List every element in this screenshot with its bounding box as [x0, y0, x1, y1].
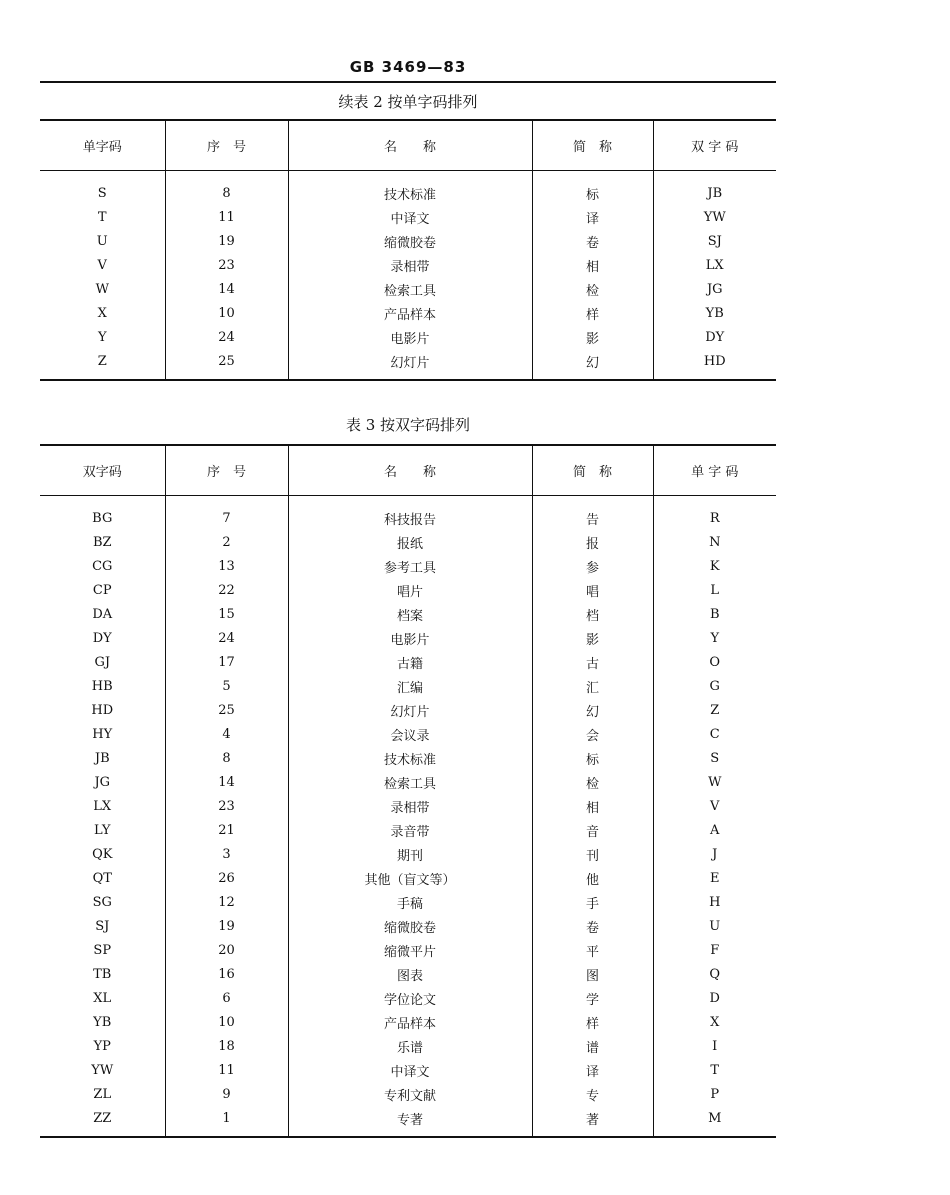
table-row — [40, 842, 776, 866]
table-row — [40, 578, 776, 602]
code-cell: X — [97, 305, 107, 321]
name-cell: 幻灯片 — [288, 349, 532, 379]
serial-cell: 8 — [165, 171, 288, 206]
table-row — [40, 205, 776, 229]
abbr-cell: 刊 — [532, 842, 653, 866]
code-cell-alt: N — [653, 530, 776, 554]
table-row — [40, 914, 776, 938]
code-cell-alt: X — [653, 1010, 776, 1034]
abbr-cell: 相 — [532, 794, 653, 818]
header-name: 名 称 — [288, 120, 532, 171]
code-cell: T — [97, 209, 107, 225]
top-rule — [40, 81, 776, 83]
code-cell: LX — [93, 798, 112, 814]
table-row — [40, 253, 776, 277]
table-row — [40, 171, 776, 206]
code-cell-alt: Z — [653, 698, 776, 722]
table-row — [40, 722, 776, 746]
serial-cell: 11 — [165, 1058, 288, 1082]
abbr-cell: 译 — [532, 205, 653, 229]
abbr-cell: 告 — [532, 496, 653, 531]
code-cell-alt: L — [653, 578, 776, 602]
code-cell-alt: S — [653, 746, 776, 770]
name-cell: 录相带 — [288, 253, 532, 277]
serial-cell: 19 — [165, 914, 288, 938]
serial-cell: 22 — [165, 578, 288, 602]
code-cell: V — [97, 257, 107, 273]
code-cell-alt: P — [653, 1082, 776, 1106]
serial-cell: 8 — [165, 746, 288, 770]
table-row — [40, 1058, 776, 1082]
abbr-cell: 标 — [532, 171, 653, 206]
code-cell-alt: K — [653, 554, 776, 578]
table-row — [40, 602, 776, 626]
code-cell-alt: G — [653, 674, 776, 698]
serial-cell: 18 — [165, 1034, 288, 1058]
table-2-body — [40, 171, 776, 380]
abbr-cell: 卷 — [532, 914, 653, 938]
code-cell-alt: H — [653, 890, 776, 914]
table-row — [40, 277, 776, 301]
name-cell: 图表 — [288, 962, 532, 986]
header-double-code: 双 字 码 — [653, 120, 776, 171]
name-cell: 缩微胶卷 — [288, 229, 532, 253]
code-cell-alt: JG — [653, 277, 776, 301]
code-cell: QK — [92, 846, 113, 862]
abbr-cell: 检 — [532, 277, 653, 301]
name-cell: 产品样本 — [288, 1010, 532, 1034]
table-row — [40, 938, 776, 962]
table-row — [40, 496, 776, 531]
code-cell-alt: Y — [653, 626, 776, 650]
code-cell-alt: C — [653, 722, 776, 746]
serial-cell: 1 — [165, 1106, 288, 1136]
serial-cell: 23 — [165, 253, 288, 277]
code-cell-alt: SJ — [653, 229, 776, 253]
table-2-header-row — [40, 120, 776, 171]
name-cell: 中译文 — [288, 205, 532, 229]
code-cell: SJ — [95, 918, 110, 934]
code-cell: BG — [92, 510, 113, 526]
header-single-code: 单字码 — [40, 120, 165, 171]
serial-cell: 3 — [165, 842, 288, 866]
serial-cell: 15 — [165, 602, 288, 626]
abbr-cell: 样 — [532, 301, 653, 325]
abbr-cell: 学 — [532, 986, 653, 1010]
serial-cell: 10 — [165, 1010, 288, 1034]
code-cell: CG — [92, 558, 113, 574]
table-row — [40, 229, 776, 253]
code-cell-alt: Q — [653, 962, 776, 986]
abbr-cell: 译 — [532, 1058, 653, 1082]
serial-cell: 23 — [165, 794, 288, 818]
abbr-cell: 他 — [532, 866, 653, 890]
code-cell-alt: U — [653, 914, 776, 938]
serial-cell: 24 — [165, 325, 288, 349]
serial-cell: 5 — [165, 674, 288, 698]
code-cell-alt: YB — [653, 301, 776, 325]
table-3-caption: 表 3 按双字码排列 — [345, 416, 471, 434]
table-row — [40, 650, 776, 674]
abbr-cell: 卷 — [532, 229, 653, 253]
name-cell: 期刊 — [288, 842, 532, 866]
abbr-cell: 影 — [532, 325, 653, 349]
table-3-bottom-rule — [40, 1136, 776, 1138]
serial-cell: 21 — [165, 818, 288, 842]
abbr-cell: 档 — [532, 602, 653, 626]
code-cell: HB — [91, 678, 113, 694]
code-cell: W — [95, 281, 109, 297]
table-2-bottom-rule — [40, 379, 776, 381]
table-row — [40, 746, 776, 770]
code-cell: QT — [92, 870, 112, 886]
code-cell-alt: R — [653, 496, 776, 531]
name-cell: 检索工具 — [288, 277, 532, 301]
serial-cell: 17 — [165, 650, 288, 674]
name-cell: 古籍 — [288, 650, 532, 674]
serial-cell: 13 — [165, 554, 288, 578]
abbr-cell: 参 — [532, 554, 653, 578]
abbr-cell: 古 — [532, 650, 653, 674]
table-row — [40, 530, 776, 554]
serial-cell: 4 — [165, 722, 288, 746]
table-row — [40, 1034, 776, 1058]
table-3-body — [40, 496, 776, 1137]
name-cell: 其他（盲文等） — [288, 866, 532, 890]
abbr-cell: 会 — [532, 722, 653, 746]
page-header: GB 3469—83 — [349, 58, 467, 76]
code-cell-alt: E — [653, 866, 776, 890]
abbr-cell: 汇 — [532, 674, 653, 698]
header-double-code: 双字码 — [40, 445, 165, 496]
serial-cell: 12 — [165, 890, 288, 914]
code-cell: YB — [93, 1014, 112, 1030]
serial-cell: 16 — [165, 962, 288, 986]
code-cell: LY — [94, 822, 111, 838]
header-abbreviation: 简 称 — [532, 120, 653, 171]
serial-cell: 2 — [165, 530, 288, 554]
name-cell: 档案 — [288, 602, 532, 626]
code-cell: SP — [93, 942, 112, 958]
abbr-cell: 检 — [532, 770, 653, 794]
abbr-cell: 唱 — [532, 578, 653, 602]
header-serial-number: 序 号 — [165, 445, 288, 496]
table-row — [40, 301, 776, 325]
code-cell: DY — [92, 630, 112, 646]
abbr-cell: 幻 — [532, 698, 653, 722]
code-cell-alt: V — [653, 794, 776, 818]
table-3-section — [40, 414, 776, 1138]
name-cell: 专著 — [288, 1106, 532, 1136]
table-row — [40, 674, 776, 698]
table-2-caption: 续表 2 按单字码排列 — [338, 93, 478, 111]
name-cell: 产品样本 — [288, 301, 532, 325]
name-cell: 中译文 — [288, 1058, 532, 1082]
abbr-cell: 平 — [532, 938, 653, 962]
header-serial-number: 序 号 — [165, 120, 288, 171]
code-cell: HD — [91, 702, 114, 718]
serial-cell: 25 — [165, 698, 288, 722]
code-cell-alt: T — [653, 1058, 776, 1082]
name-cell: 科技报告 — [288, 496, 532, 531]
table-row — [40, 986, 776, 1010]
serial-cell: 14 — [165, 770, 288, 794]
code-cell: HY — [92, 726, 113, 742]
serial-cell: 7 — [165, 496, 288, 531]
code-cell: SG — [92, 894, 112, 910]
abbr-cell: 幻 — [532, 349, 653, 379]
code-cell: YW — [91, 1062, 114, 1078]
name-cell: 技术标准 — [288, 171, 532, 206]
name-cell: 缩微平片 — [288, 938, 532, 962]
table-row — [40, 1106, 776, 1136]
code-cell: BZ — [92, 534, 112, 550]
name-cell: 专利文献 — [288, 1082, 532, 1106]
name-cell: 报纸 — [288, 530, 532, 554]
code-cell: U — [96, 233, 108, 249]
name-cell: 乐谱 — [288, 1034, 532, 1058]
code-cell-alt: F — [653, 938, 776, 962]
table-row — [40, 818, 776, 842]
code-cell-alt: I — [653, 1034, 776, 1058]
serial-cell: 25 — [165, 349, 288, 379]
serial-cell: 26 — [165, 866, 288, 890]
code-cell: YP — [93, 1038, 111, 1054]
serial-cell: 19 — [165, 229, 288, 253]
code-cell-alt: D — [653, 986, 776, 1010]
code-cell-alt: J — [653, 842, 776, 866]
code-cell-alt: O — [653, 650, 776, 674]
abbr-cell: 标 — [532, 746, 653, 770]
table-row — [40, 349, 776, 379]
code-cell: S — [97, 185, 107, 201]
table-row — [40, 890, 776, 914]
code-cell: ZZ — [93, 1110, 112, 1126]
name-cell: 参考工具 — [288, 554, 532, 578]
abbr-cell: 音 — [532, 818, 653, 842]
header-name: 名 称 — [288, 445, 532, 496]
abbr-cell: 图 — [532, 962, 653, 986]
table-row — [40, 1082, 776, 1106]
code-cell-alt: A — [653, 818, 776, 842]
code-cell: TB — [93, 966, 112, 982]
serial-cell: 20 — [165, 938, 288, 962]
code-cell: GJ — [94, 654, 111, 670]
serial-cell: 14 — [165, 277, 288, 301]
abbr-cell: 影 — [532, 626, 653, 650]
code-cell-alt: DY — [653, 325, 776, 349]
table-3 — [40, 444, 776, 1136]
table-row — [40, 866, 776, 890]
code-cell: XL — [93, 990, 112, 1006]
abbr-cell: 手 — [532, 890, 653, 914]
code-cell-alt: YW — [653, 205, 776, 229]
name-cell: 录音带 — [288, 818, 532, 842]
abbr-cell: 报 — [532, 530, 653, 554]
code-cell: DA — [92, 606, 113, 622]
code-cell: JB — [94, 750, 110, 766]
table-row — [40, 626, 776, 650]
name-cell: 幻灯片 — [288, 698, 532, 722]
code-cell-alt: JB — [653, 171, 776, 206]
code-cell-alt: LX — [653, 253, 776, 277]
table-row — [40, 325, 776, 349]
name-cell: 电影片 — [288, 626, 532, 650]
code-cell-alt: HD — [653, 349, 776, 379]
name-cell: 电影片 — [288, 325, 532, 349]
code-cell: ZL — [93, 1086, 112, 1102]
table-2-section — [40, 81, 776, 381]
header-single-code: 单 字 码 — [653, 445, 776, 496]
table-row — [40, 770, 776, 794]
table-row — [40, 554, 776, 578]
name-cell: 会议录 — [288, 722, 532, 746]
table-2 — [40, 119, 776, 379]
table-row — [40, 794, 776, 818]
serial-cell: 11 — [165, 205, 288, 229]
header-abbreviation: 简 称 — [532, 445, 653, 496]
code-cell: JG — [94, 774, 111, 790]
name-cell: 缩微胶卷 — [288, 914, 532, 938]
name-cell: 唱片 — [288, 578, 532, 602]
code-cell: Z — [97, 353, 107, 369]
abbr-cell: 专 — [532, 1082, 653, 1106]
abbr-cell: 样 — [532, 1010, 653, 1034]
abbr-cell: 相 — [532, 253, 653, 277]
serial-cell: 9 — [165, 1082, 288, 1106]
serial-cell: 6 — [165, 986, 288, 1010]
table-row — [40, 1010, 776, 1034]
serial-cell: 10 — [165, 301, 288, 325]
table-row — [40, 698, 776, 722]
code-cell-alt: B — [653, 602, 776, 626]
name-cell: 手稿 — [288, 890, 532, 914]
code-cell-alt: W — [653, 770, 776, 794]
code-cell: CP — [92, 582, 112, 598]
name-cell: 技术标准 — [288, 746, 532, 770]
table-row — [40, 962, 776, 986]
name-cell: 汇编 — [288, 674, 532, 698]
table-3-header-row — [40, 445, 776, 496]
abbr-cell: 著 — [532, 1106, 653, 1136]
code-cell-alt: M — [653, 1106, 776, 1136]
name-cell: 录相带 — [288, 794, 532, 818]
code-cell: Y — [97, 329, 107, 345]
name-cell: 学位论文 — [288, 986, 532, 1010]
name-cell: 检索工具 — [288, 770, 532, 794]
abbr-cell: 谱 — [532, 1034, 653, 1058]
serial-cell: 24 — [165, 626, 288, 650]
